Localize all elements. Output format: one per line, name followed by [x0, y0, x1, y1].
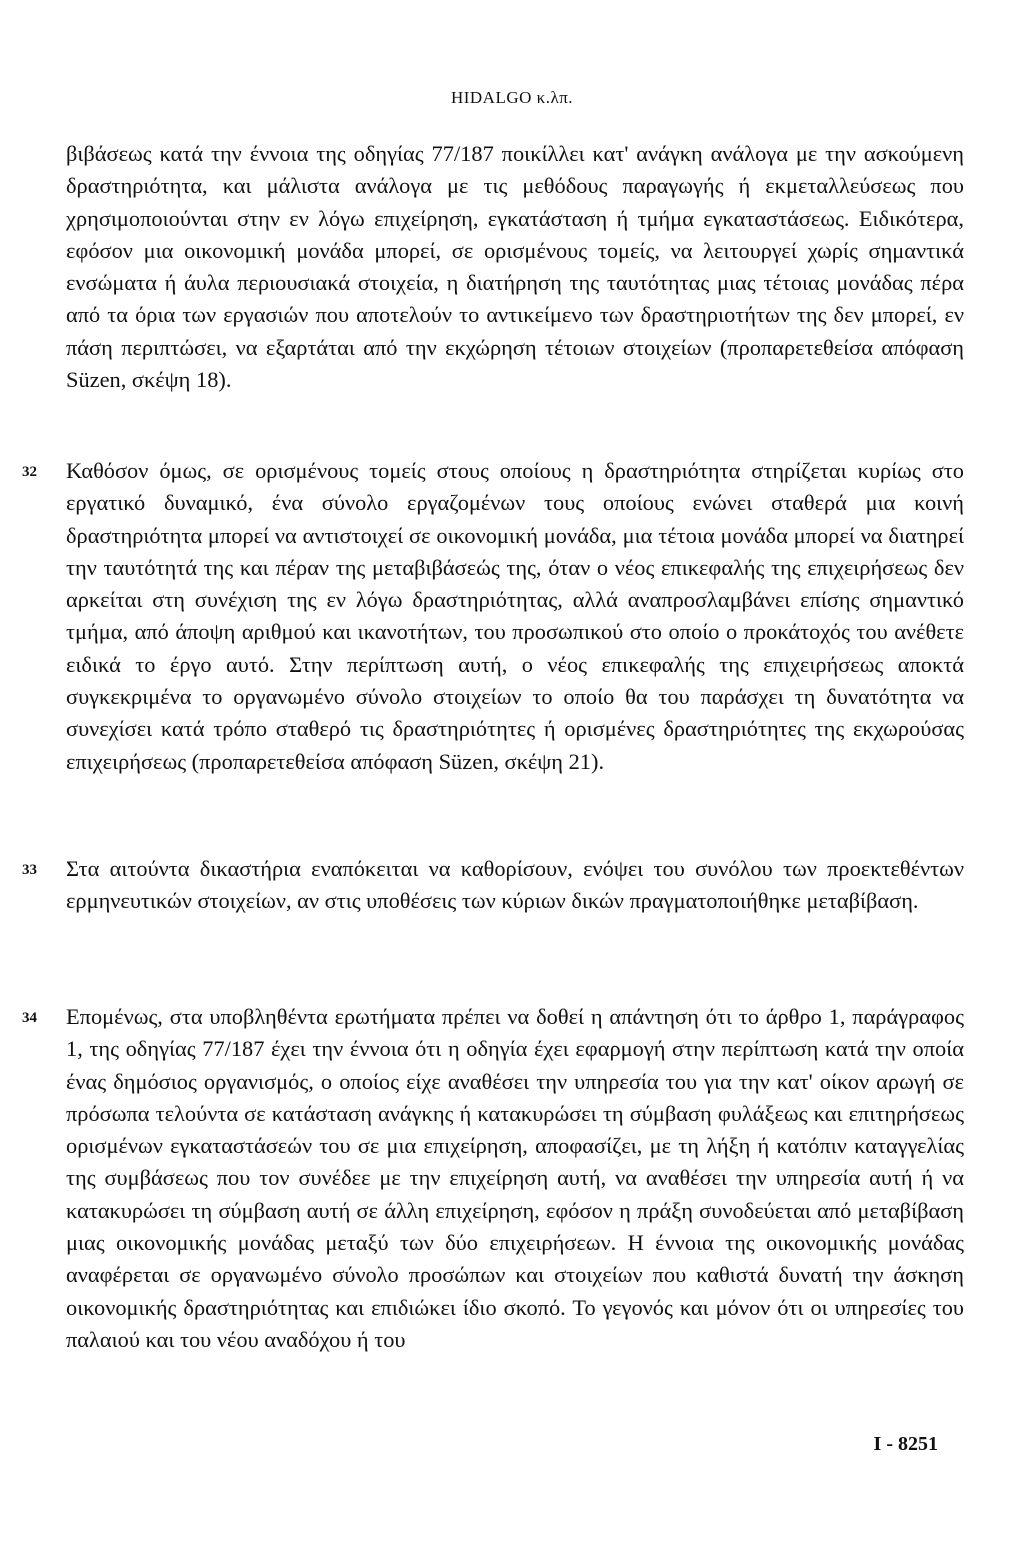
- paragraph-number-32: 32: [22, 464, 37, 480]
- paragraph-33: Στα αιτούντα δικαστήρια εναπόκειται να καθορίσουν, ενόψει του συνόλου των προεκτεθέντων ερμηνευτικών στοιχείων, αν στις υποθέσεις των κύριων δικών πραγματοποιήθηκε μεταβίβαση.: [66, 856, 964, 914]
- paragraph-continued: βιβάσεως κατά την έννοια της οδηγίας 77/187 ποικίλλει κατ' ανάγκη ανάλογα με την ασκούμενη δραστηριότητα, και μάλιστα ανάλογα με τις μεθόδους παραγωγής ή εκμεταλλεύσεως που χρησιμοποιούνται στην εν λόγω επιχείρηση, εγκατάσταση ή τμήμα εγκαταστάσεως. Ειδικότερα, εφόσον μια οικονομική μονάδα μπορεί, σε ορισμένους τομείς, να λειτουργεί χωρίς σημαντικά ενσώματα ή άυλα περιουσιακά στοιχεία, η διατήρηση της ταυτότητας μιας τέτοιας μονάδας πέρα από τα όρια των εργασιών που αποτελούν το αντικείμενο των δραστηριοτήτων της δεν μπορεί, εν πάση περιπτώσει, να εξαρτάται από την εκχώρηση τέτοιων στοιχείων (προπαρετεθείσα απόφαση Süzen, σκέψη 18).: [66, 141, 964, 393]
- paragraph-32: Καθόσον όμως, σε ορισμένους τομείς στους οποίους η δραστηριότητα στηρίζεται κυρίως στο εργατικό δυναμικό, ένα σύνολο εργαζομένων τους οποίους ενώνει σταθερά μια κοινή δραστηριότητα μπορεί να αντιστοιχεί σε οικονομική μονάδα, μια τέτοια μονάδα μπορεί να διατηρεί την ταυτότητά της και πέραν της μεταβιβάσεώς της, όταν ο νέος επικεφαλής της επιχειρήσεως δεν αρκείται στη συνέχιση της εν λόγω δραστηριότητας, αλλά αναπροσλαμβάνει επίσης σημαντικό τμήμα, από άποψη αριθμού και ικανοτήτων, του προσωπικού στο οποίο ο προκάτοχός του ανέθετε ειδικά το έργο αυτό. Στην περίπτωση αυτή, ο νέος επικεφαλής της επιχειρήσεως αποκτά συγκεκριμένα το οργανωμένο σύνολο στοιχείων το οποίο θα του παράσχει τη δυνατότητα να συνεχίσει κατά τρόπο σταθερό τις δραστηριότητες ή ορισμένες δραστηριότητες της εκχωρούσας επιχειρήσεως (προπαρετεθείσα απόφαση Süzen, σκέψη 21).: [66, 458, 964, 774]
- running-header: HIDALGO κ.λπ.: [450, 88, 574, 107]
- page-number: I - 8251: [873, 1433, 938, 1455]
- paragraph-number-33: 33: [22, 862, 37, 878]
- paragraph-number-34: 34: [22, 1010, 37, 1026]
- paragraph-34: Επομένως, στα υποβληθέντα ερωτήματα πρέπει να δοθεί η απάντηση ότι το άρθρο 1, παράγραφος 1, της οδηγίας 77/187 έχει την έννοια ότι η οδηγία έχει εφαρμογή στην περίπτωση κατά την οποία ένας δημόσιος οργανισμός, ο οποίος είχε αναθέσει την υπηρεσία του για την κατ' οίκον αρωγή σε πρόσωπα τελούντα σε κατάσταση ανάγκης ή κατακυρώσει τη σύμβαση φυλάξεως και επιτηρήσεως ορισμένων εγκαταστάσεών του σε μια επιχείρηση, αποφασίζει, με τη λήξη ή κατόπιν καταγγελίας της συμβάσεως που τον συνέδεε με την επιχείρηση αυτή, να αναθέσει την υπηρεσία αυτή ή να κατακυρώσει τη σύμβαση αυτή σε άλλη επιχείρηση, εφόσον η πράξη συνοδεύεται από μεταβίβαση μιας οικονομικής μονάδας μεταξύ των δύο επιχειρήσεων. Η έννοια της οικονομικής μονάδας αναφέρεται σε οργανωμένο σύνολο προσώπων και στοιχείων που καθιστά δυνατή την άσκηση οικονομικής δραστηριότητας και επιδιώκει ίδιο σκοπό. Το γεγονός και μόνον ότι οι υπηρεσίες του παλαιού και του νέου αναδόχου ή του: [66, 1004, 964, 1352]
